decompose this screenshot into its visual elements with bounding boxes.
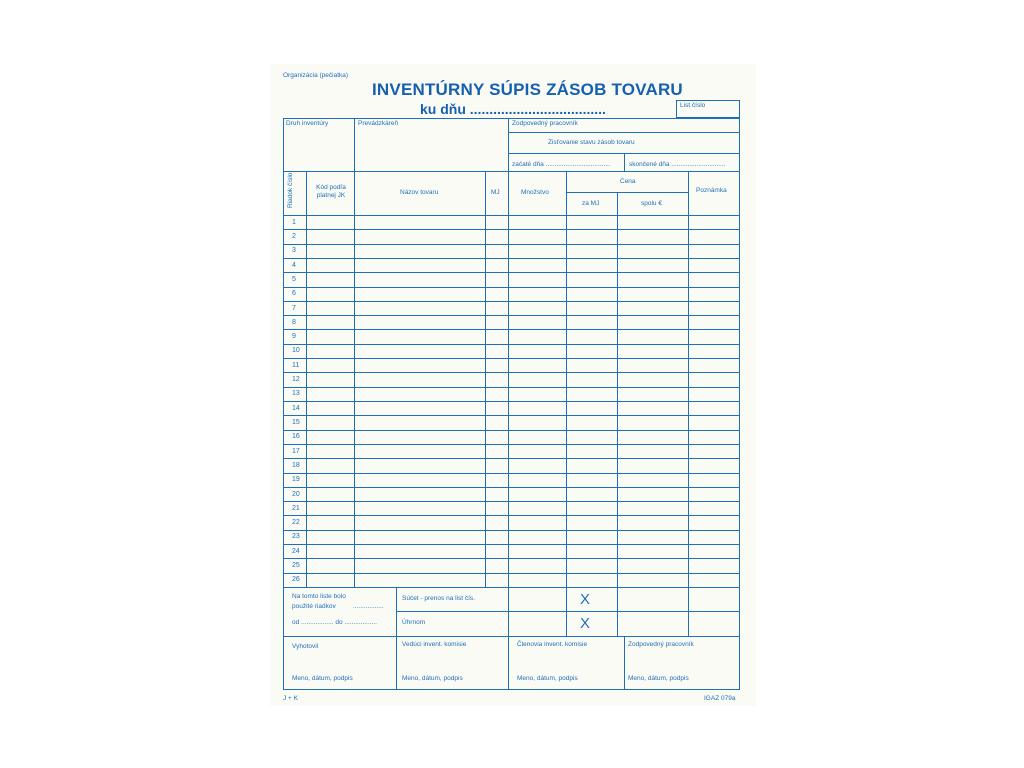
row-divider	[283, 430, 740, 431]
sig-name-date-2[interactable]: Meno, dátum, podpis	[402, 675, 463, 682]
row-number: 26	[292, 576, 300, 584]
row-divider	[283, 401, 740, 402]
col-price-total: spolu €	[641, 200, 662, 207]
row-number: 5	[292, 275, 296, 283]
row-divider	[283, 258, 740, 259]
transfer-label: Súčet - prenos na list čís.	[402, 595, 475, 602]
row-number: 13	[292, 390, 300, 398]
row-number: 12	[292, 376, 300, 384]
organization-label: Organizácia (pečiatka)	[283, 72, 349, 79]
sig-commission-head: Vedúci invent. komisie	[402, 641, 467, 648]
row-number: 10	[292, 347, 300, 355]
divider	[624, 636, 625, 690]
sig-name-date-3[interactable]: Meno, dátum, podpis	[517, 675, 578, 682]
row-divider	[283, 473, 740, 474]
row-divider	[283, 244, 740, 245]
stock-check-label: Zisťovanie stavu zásob tovaru	[548, 139, 635, 146]
col-price-per-unit: za MJ	[582, 200, 600, 207]
row-divider	[283, 558, 740, 559]
divider	[396, 611, 740, 612]
from-to-field[interactable]: od .................. do ..................	[292, 619, 377, 626]
finished-date-field[interactable]: skončené dňa ..............................	[629, 161, 726, 168]
sig-made-by: Vyhotovil	[292, 643, 319, 650]
column-divider	[508, 171, 509, 587]
divider	[508, 132, 740, 133]
row-number: 16	[292, 433, 300, 441]
row-number: 22	[292, 519, 300, 527]
column-divider	[566, 171, 567, 587]
form-code: IGAZ 079a	[704, 695, 736, 702]
divider	[508, 636, 509, 690]
inventory-type-label: Druh inventúry	[286, 120, 329, 127]
col-price: Cena	[620, 178, 636, 185]
total-label: Úhrnom	[402, 619, 426, 626]
row-number: 6	[292, 290, 296, 298]
publisher-mark: J + K	[283, 695, 298, 702]
divider	[283, 215, 740, 216]
col-unit: MJ	[491, 189, 500, 196]
row-divider	[283, 501, 740, 502]
form-title: INVENTÚRNY SÚPIS ZÁSOB TOVARU	[372, 80, 683, 99]
main-table-frame	[283, 118, 740, 690]
col-code: Kód podľa platnej JK	[316, 184, 346, 199]
row-number: 8	[292, 318, 296, 326]
col-note: Poznámka	[696, 187, 727, 194]
row-divider	[283, 358, 740, 359]
divider	[624, 153, 625, 171]
divider	[283, 636, 740, 637]
column-divider	[485, 171, 486, 587]
sig-commission-members: Členovia invent. komisie	[517, 641, 588, 648]
row-number: 19	[292, 476, 300, 484]
row-divider	[283, 344, 740, 345]
row-number: 14	[292, 404, 300, 412]
row-number: 7	[292, 304, 296, 312]
row-divider	[283, 544, 740, 545]
column-divider	[688, 171, 689, 587]
row-divider	[283, 415, 740, 416]
sig-responsible-worker: Zodpovedný pracovník	[628, 641, 694, 648]
row-divider	[283, 387, 740, 388]
row-number: 9	[292, 333, 296, 341]
divider	[283, 171, 740, 172]
row-number: 4	[292, 261, 296, 269]
divider	[396, 636, 397, 690]
row-number: 1	[292, 218, 296, 226]
sheet-number-box[interactable]	[676, 100, 740, 118]
row-divider	[283, 272, 740, 273]
cross-mark: X	[580, 615, 591, 632]
row-divider	[283, 329, 740, 330]
row-number: 17	[292, 447, 300, 455]
row-number: 25	[292, 562, 300, 570]
row-divider	[283, 573, 740, 574]
divider	[566, 192, 688, 193]
column-divider	[354, 171, 355, 587]
row-divider	[283, 229, 740, 230]
rows-used-label-1: Na tomto liste bolo	[292, 593, 346, 600]
row-divider	[283, 487, 740, 488]
responsible-worker-label: Zodpovedný pracovník	[512, 120, 578, 127]
inventory-form	[270, 64, 756, 706]
started-date-field[interactable]: začaté dňa ....................................	[512, 161, 611, 168]
col-quantity: Množstvo	[521, 189, 549, 196]
col-row-number: Riadok číslo	[287, 172, 294, 208]
row-number: 2	[292, 232, 296, 240]
row-number: 24	[292, 547, 300, 555]
row-divider	[283, 315, 740, 316]
row-divider	[283, 372, 740, 373]
row-divider	[283, 301, 740, 302]
row-number: 3	[292, 247, 296, 255]
sig-name-date-1[interactable]: Meno, dátum, podpis	[292, 675, 353, 682]
sheet-number-label: List číslo	[680, 102, 706, 109]
rows-used-label-2: použité riadkov	[292, 603, 336, 610]
row-divider	[283, 444, 740, 445]
divider	[354, 118, 355, 171]
rows-used-field[interactable]: .................	[353, 603, 384, 610]
row-number: 23	[292, 533, 300, 541]
form-date-line: ku dňu ...................................	[420, 101, 606, 117]
row-number: 18	[292, 461, 300, 469]
row-number: 20	[292, 490, 300, 498]
establishment-label: Prevádzkáreň	[358, 120, 399, 127]
row-divider	[283, 530, 740, 531]
row-number: 11	[292, 361, 300, 369]
cross-mark: X	[580, 591, 591, 608]
column-divider	[617, 192, 618, 587]
row-number: 21	[292, 504, 300, 512]
row-number: 15	[292, 418, 300, 426]
divider	[283, 587, 740, 588]
divider	[508, 118, 509, 171]
row-divider	[283, 515, 740, 516]
row-divider	[283, 458, 740, 459]
row-divider	[283, 287, 740, 288]
col-item-name: Názov tovaru	[400, 189, 439, 196]
sig-name-date-4[interactable]: Meno, dátum, podpis	[628, 675, 689, 682]
